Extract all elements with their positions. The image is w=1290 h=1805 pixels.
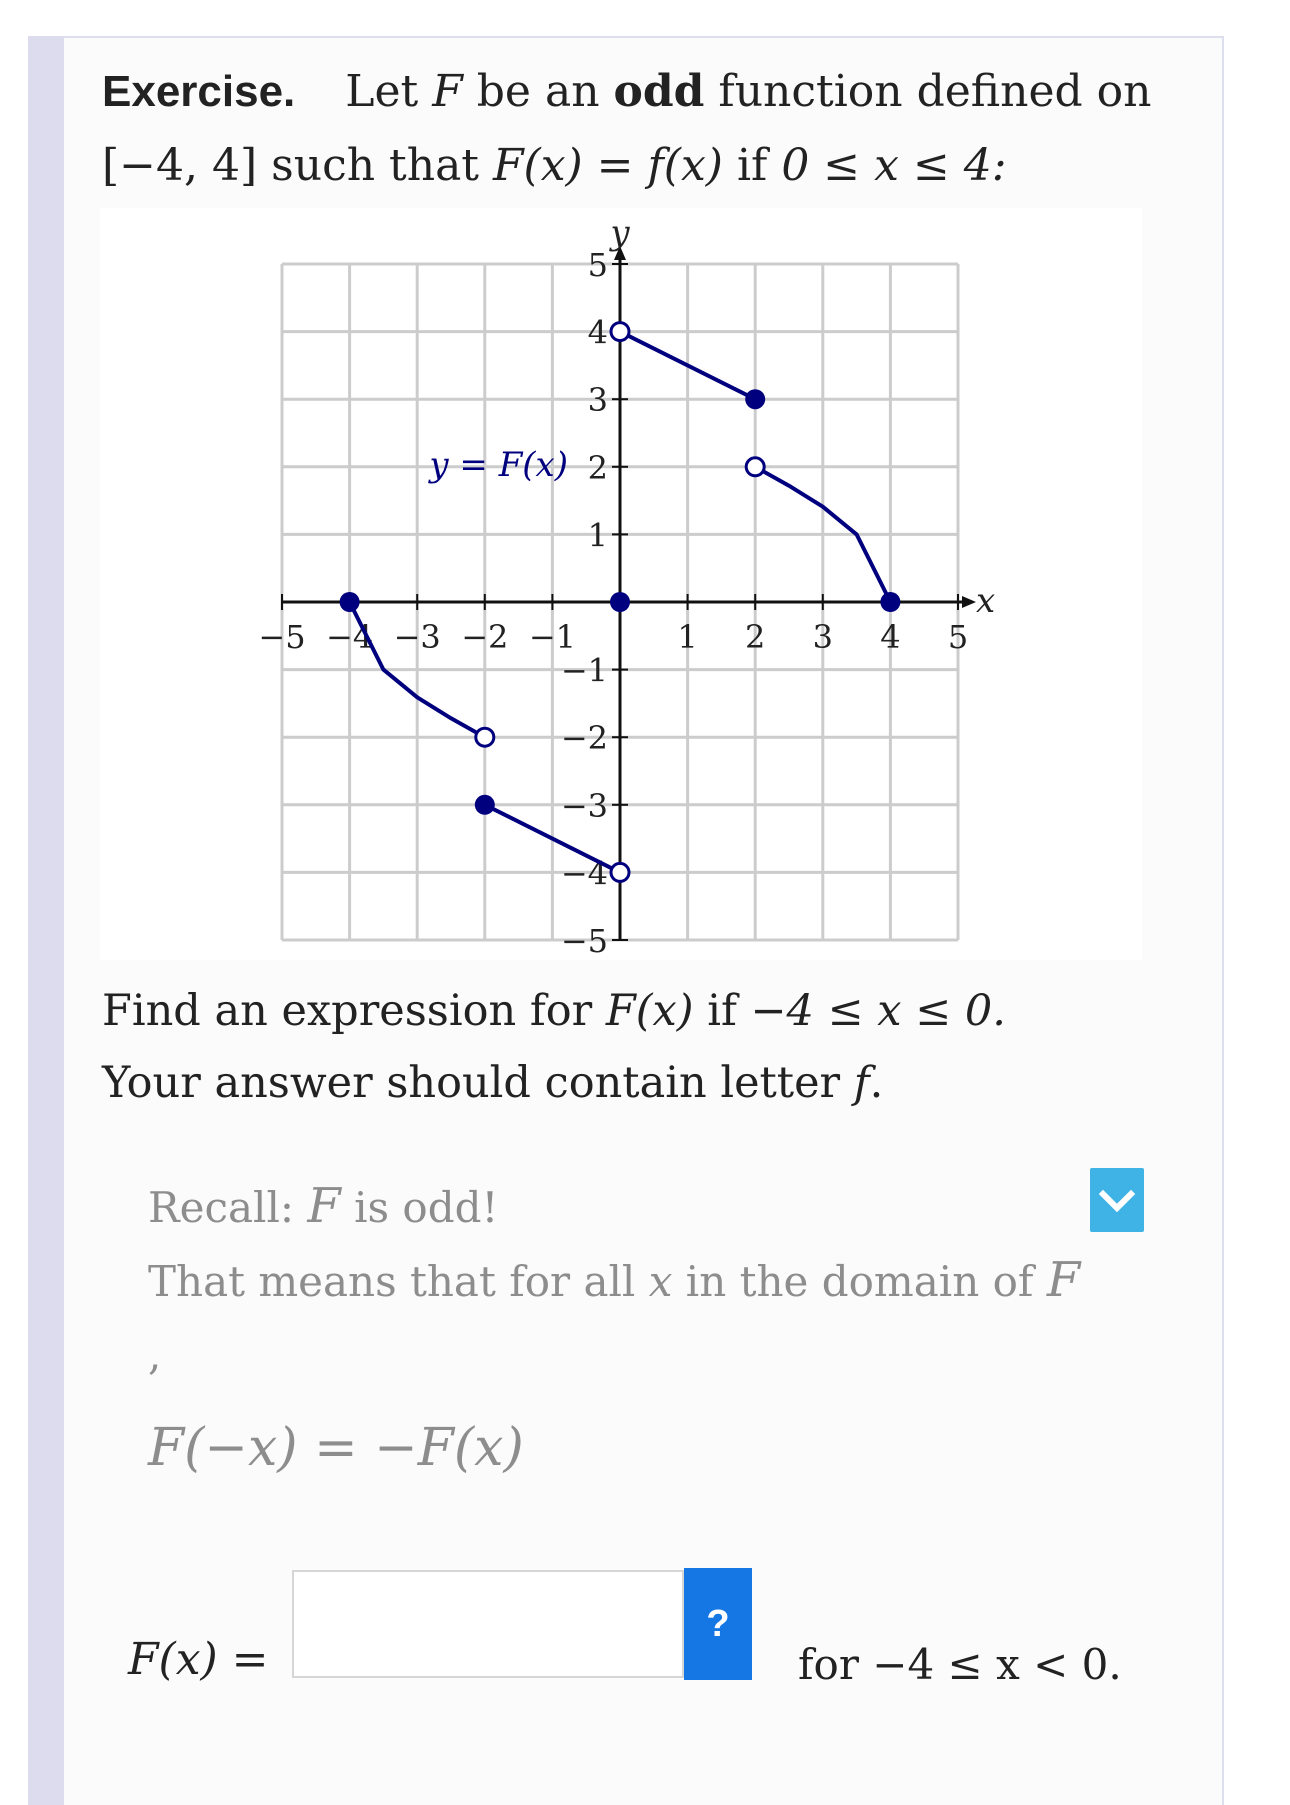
note-letter: f: [853, 1058, 870, 1108]
prompt-var-F: F: [432, 66, 463, 117]
hint-recall: [148, 1178, 498, 1234]
answer-input[interactable]: [292, 1570, 684, 1678]
chevron-down-icon: [1090, 1168, 1144, 1232]
x-tick-label: 1: [677, 618, 698, 656]
hint-var-F: F: [307, 1178, 341, 1234]
y-tick-label: −5: [560, 922, 608, 960]
question-line: [102, 986, 1006, 1036]
hint-formula: F(−x) = −F(x): [148, 1418, 524, 1478]
question-text: if: [707, 986, 737, 1036]
y-tick-label: −1: [560, 651, 608, 690]
x-tick-label: −1: [528, 618, 576, 656]
x-tick-label: 3: [812, 618, 833, 656]
collapse-hint-button[interactable]: [1090, 1168, 1144, 1232]
y-axis-label: y: [610, 213, 630, 253]
x-tick-label: 2: [745, 618, 766, 656]
open-point: [746, 458, 764, 476]
exercise-heading: Exercise.: [102, 67, 296, 116]
answer-domain: for −4 ≤ x < 0.: [798, 1640, 1122, 1689]
hint-var-F: F: [1046, 1252, 1081, 1308]
x-tick-label: 4: [880, 618, 901, 656]
prompt-interval: [−4, 4]: [102, 140, 258, 191]
y-tick-label: −2: [560, 719, 608, 758]
answer-label: F(x) =: [128, 1634, 269, 1685]
prompt-text: function defined on: [718, 66, 1152, 117]
closed-point: [340, 592, 360, 612]
prompt-text: if: [736, 140, 768, 191]
curve-label: y = F(x): [429, 445, 568, 485]
x-tick-label: −4: [326, 618, 374, 656]
help-button[interactable]: ?: [684, 1568, 752, 1680]
hint-comma: ,: [148, 1330, 162, 1379]
closed-point: [745, 389, 765, 409]
prompt-expr: F(x) = f(x): [493, 140, 723, 191]
closed-point: [610, 592, 630, 612]
prompt-odd: odd: [613, 66, 705, 117]
y-tick-label: 4: [587, 313, 608, 352]
hint-line-2: [148, 1252, 1080, 1308]
y-tick-label: 2: [587, 448, 608, 487]
y-tick-label: 1: [587, 516, 608, 555]
x-axis-label: x: [976, 581, 996, 621]
prompt-text: Let: [345, 66, 419, 117]
answer-note: [102, 1058, 883, 1108]
note-text: Your answer should contain letter: [102, 1058, 841, 1108]
closed-point: [880, 592, 900, 612]
x-tick-label: −3: [393, 618, 441, 656]
question-expr: F(x): [605, 986, 694, 1036]
open-point: [611, 863, 629, 881]
y-tick-label: 5: [587, 246, 608, 284]
open-point: [611, 323, 629, 341]
x-tick-label: 5: [947, 618, 969, 656]
closed-point: [475, 795, 495, 815]
note-end: .: [869, 1058, 884, 1108]
open-point: [476, 728, 494, 746]
y-tick-label: 3: [587, 381, 608, 420]
x-tick-label: −5: [258, 618, 306, 656]
axes: [282, 246, 976, 940]
question-text: Find an expression for: [102, 986, 593, 1036]
y-tick-label: −4: [560, 854, 608, 893]
prompt-text: such that: [271, 140, 479, 191]
question-condition: −4 ≤ x ≤ 0.: [750, 986, 1006, 1036]
y-tick-label: −3: [560, 786, 608, 825]
hint-text: Recall:: [148, 1183, 295, 1232]
hint-text: That means that for all: [148, 1257, 636, 1306]
hint-var-x: x: [648, 1257, 673, 1306]
hint-text: in the domain of: [685, 1257, 1034, 1306]
prompt-condition: 0 ≤ x ≤ 4:: [781, 140, 1007, 191]
prompt-text: be an: [476, 66, 600, 117]
x-axis-arrow: [962, 596, 976, 608]
hint-text: is odd!: [354, 1183, 499, 1232]
x-tick-label: −2: [461, 618, 509, 656]
